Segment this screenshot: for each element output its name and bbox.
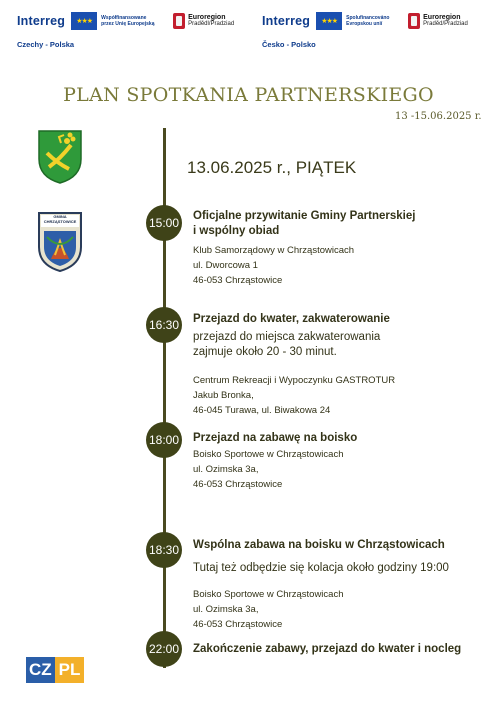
event-heading: Przejazd do kwater, zakwaterowanie xyxy=(193,313,390,325)
event-heading: Oficjalne przywitanie Gminy Partnerskiej i wspólny obiad xyxy=(193,210,416,237)
euroregion-text: Euroregion Praděd/Pradziad xyxy=(423,13,468,27)
event-address: Boisko Sportowe w Chrząstowicach ul. Ozimska 3a, 46-053 Chrząstowice xyxy=(193,449,344,490)
time-badge: 18:00 xyxy=(146,422,182,458)
euroregion-text: Euroregion Pradědl/Pradziad xyxy=(188,13,235,27)
gmina-crest-label: GMINA CHRZĄSTOWICE xyxy=(43,214,77,224)
eu-cofinancing-text: Współfinansowane przez Unię Europejską xyxy=(101,15,155,27)
eu-flag-icon: ★★★ xyxy=(316,12,342,30)
interreg-logo: Interreg xyxy=(17,14,66,28)
eu-cofinancing-text: Spolufinancováno Evropskou unií xyxy=(346,15,390,27)
time-badge: 16:30 xyxy=(146,307,182,343)
interreg-logo: Interreg xyxy=(262,14,311,28)
event-address: Centrum Rekreacji i Wypoczynku GASTROTUR Jakub Bronka, 46-045 Turawa, ul. Biwakowa 24 xyxy=(193,375,396,416)
event-heading: Zakończenie zabawy, przejazd do kwater i nocleg xyxy=(193,643,462,655)
czpl-logo: CZ PL xyxy=(26,657,84,683)
event-note: przejazd do miejsca zakwaterowania zajmuje około 20 - 30 minut. xyxy=(193,331,381,358)
page-title: PLAN SPOTKANIA PARTNERSKIEGO xyxy=(63,84,434,106)
time-badge: 22:00 xyxy=(146,631,182,667)
date-range: 13 -15.06.2025 r. xyxy=(395,111,482,122)
header-left-logos xyxy=(17,10,234,32)
event-heading: Wspólna zabawa na boisku w Chrząstowicach xyxy=(193,539,445,551)
country-label-left: Czechy - Polska xyxy=(17,40,75,49)
event-address: Klub Samorządowy w Chrząstowicach ul. Dworcowa 1 46-053 Chrząstowice xyxy=(193,245,355,286)
euroregion-icon xyxy=(173,13,185,29)
country-label-right: Česko - Polsko xyxy=(262,40,316,49)
euroregion-icon xyxy=(408,13,420,29)
event-note: Tutaj też odbędzie się kolacja około godziny 19:00 xyxy=(193,562,449,574)
eu-flag-icon: ★★★ xyxy=(71,12,97,30)
event-address: Boisko Sportowe w Chrząstowicach ul. Ozimska 3a, 46-053 Chrząstowice xyxy=(193,589,344,630)
time-badge: 18:30 xyxy=(146,532,182,568)
time-badge: 15:00 xyxy=(146,205,182,241)
municipality-crest-icon xyxy=(37,129,83,184)
day-title: 13.06.2025 r., PIĄTEK xyxy=(187,158,357,177)
header-right-logos xyxy=(262,10,468,32)
event-heading: Przejazd na zabawę na boisko xyxy=(193,432,358,444)
